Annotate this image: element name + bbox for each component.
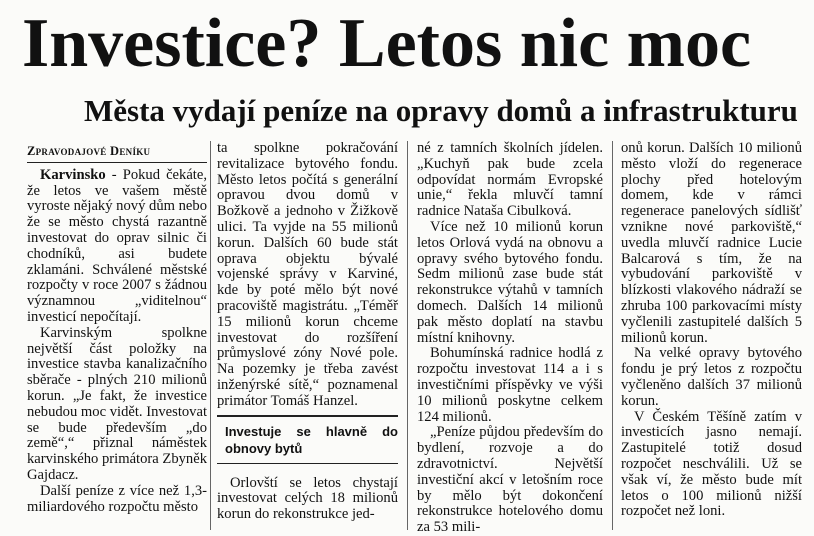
article-column-2 — [217, 141, 398, 523]
paragraph: né z tamních školních jídelen. „Kuchyň pak bude zcela odpovídat normám Evropské unie,“ řekla mluvčí tamní radnice Nataša Cibulková. — [417, 140, 603, 220]
paragraph: Orlovští se letos chystají investovat celých 18 milionů korun do rekonstrukce jed- — [217, 474, 398, 523]
headline: Investice? Letos nic moc — [22, 5, 752, 82]
paragraph: Další peníze z více než 1,3-miliardového rozpočtu město — [27, 482, 207, 515]
paragraph-text: - Pokud čekáte, že letos ve vašem městě vyroste nějaký nový dům nebo že se město chystá razantně investovat do oprav silnic či chodníků, asi budete zklamáni. Schválené městské rozpočty v roce 2007 s žádnou významnou „viditelnou“ investicí nepočítají. — [27, 166, 207, 325]
column-divider — [407, 141, 408, 530]
boxed-subheading: Investuje se hlavně do obnovy bytů — [217, 415, 398, 464]
paragraph: V Českém Těšíně zatím v investicích jasno nemají. Zastupitelé totiž dosud rozpočet neschválili. Už se však ví, že město bude mít letos o 100 milionů nižší rozpočet než loni. — [621, 408, 802, 520]
column-divider — [612, 141, 613, 530]
paragraph: ta spolkne pokračování revitalizace bytového fondu. Město letos počítá s generální opravou dvou domů v Božkově a jednoho v Žižkově ulici. Ta vyjde na 55 milionů korun. Dalších 60 bude stát oprava objektu bývalé vojenské správy v Karviné, kde by poté mělo být nové pracoviště magistrátu. „Téměř 15 milionů korun chceme investovat do rozšíření průmyslové zóny Nové pole. Na pozemky je třeba zavést inženýrské sítě,“ poznamenal primátor Tomáš Hanzel. — [217, 140, 398, 409]
paragraph: Bohumínská radnice hodlá z rozpočtu investovat 114 a i s investičními příspěvky ve výši 10 milionů poskytne celkem 124 milionů. — [417, 345, 603, 425]
subheadline: Města vydají peníze na opravy domů a infrastrukturu — [84, 93, 798, 128]
dateline: Karvinsko — [40, 166, 106, 183]
article-column-3 — [417, 141, 603, 536]
article-column-4 — [621, 141, 802, 520]
paragraph: „Peníze půjdou především do bydlení, rozvoje a do zdravotnictví. Největší investiční akcí v letošním roce by mělo být dokončení rekonstrukce hotelového domu za 53 mili- — [417, 424, 603, 536]
paragraph — [27, 168, 207, 326]
column-divider — [210, 141, 211, 530]
article-column-1 — [27, 141, 207, 515]
paragraph: onů korun. Dalších 10 milionů město vloží do regenerace plochy před hotelovým domem, kde v rámci regenerace panelových sídlišť vznikne nové parkoviště,“ uvedla mluvčí radnice Lucie Balcarová s tím, že na vybudování parkoviště v blízkosti vlakového nádraží se zhruba 100 parkovacími místy vyčlenili zastupitelé dalších 5 milionů korun. — [621, 140, 802, 346]
paragraph: Karvinským spolkne největší část položky na investice stavba kanalizačního sběrače - plných 210 milionů korun. „Je fakt, že investice nebudou moc vidět. Investovat se bude především „do země“,“ přiznal náměstek karvinského primátora Zbyněk Gajdacz. — [27, 324, 207, 483]
paragraph: Na velké opravy bytového fondu je prý letos z rozpočtu vyčleněno dalších 37 milionů korun. — [621, 345, 802, 409]
paragraph: Více než 10 milionů korun letos Orlová vydá na obnovu a opravy svého bytového fondu. Sedm milionů zase bude stát rekonstrukce výtahů v tamních domech. Dalších 14 milionů pak město doplatí na stavbu místní knihovny. — [417, 218, 603, 346]
byline: Zpravodajové Deníku — [27, 144, 207, 163]
